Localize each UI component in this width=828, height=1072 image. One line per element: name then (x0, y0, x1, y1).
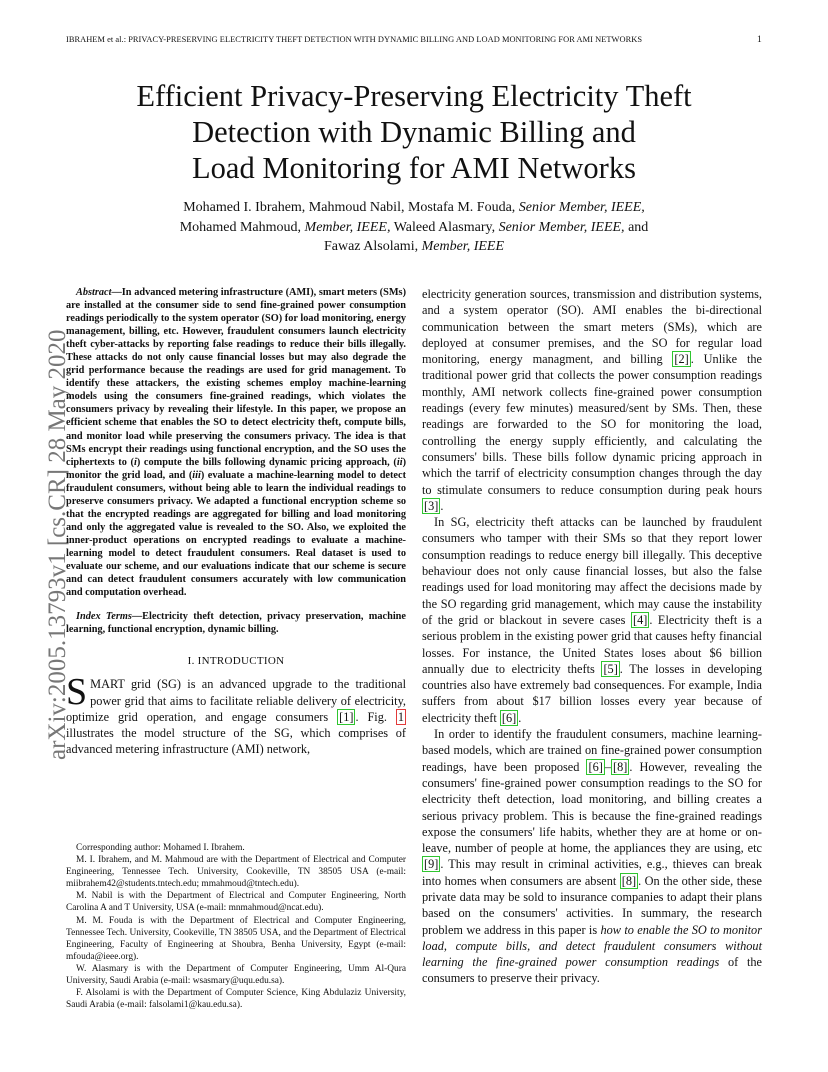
authors-line1-role: Senior Member, IEEE, (518, 200, 645, 215)
footnotes (66, 842, 406, 1011)
footnote-affiliation: F. Alsolami is with the Department of Computer Science, King Abdulaziz University, Saudi Arabia (e-mail: falsolami1@kau.edu.sa). (66, 988, 406, 1011)
citation-link[interactable]: [8] (612, 759, 628, 774)
intro-text-1: MART grid (SG) is an advanced upgrade to the traditional power grid that aims to facilitate reliable delivery of electricity, optimize grid operation, and engage consumers (66, 677, 406, 724)
title-line-2: Detection with Dynamic Billing and (192, 115, 636, 149)
author-list (100, 198, 728, 257)
body-paragraph (422, 514, 762, 726)
authors-line3-name: Fawaz Alsolami, (323, 239, 422, 254)
authors-line2-name1: Mohamed Mahmoud, (179, 219, 305, 235)
arxiv-stamp (14, 284, 71, 760)
footnote-affiliation: W. Alasmary is with the Department of Computer Engineering, Umm Al-Qura University, Saudi Arabia (e-mail: wsasmary@uqu.edu.sa). (66, 963, 406, 987)
body-text: – (604, 759, 611, 774)
citation-link[interactable]: [4] (632, 612, 648, 627)
body-text: . Unlike the traditional power grid that collects the power consumption readings monthly, AMI network collects fine-grained power consumption readings (every few minutes) measured/sent by SMs. Then, these readings are forwarded to the SO for monitoring the load, controlling the energy supply efficiently, and calculating the consumers' bills. These bills follow dynamic pricing approach in which the tarrif of electricity consumption changes through the day to stimulate consumers to reduce consumption during peak hours (422, 352, 762, 497)
authors-line3-role: Member, IEEE (421, 239, 505, 254)
right-column (422, 286, 762, 987)
footnote-corresponding: Corresponding author: Mohamed I. Ibrahem. (76, 843, 245, 853)
citation-link[interactable]: [5] (603, 661, 618, 676)
body-text: In order to identify the fraudulent consumers, machine learning-based models, which are trained on fine-grained power consumption readings, have been proposed (422, 727, 762, 774)
citation-link[interactable]: [1] (339, 709, 354, 724)
body-text: . The losses in developing countries also have extremely bad consequences. For example, India suffers from about $17 billion losses every year because of electricity theft (422, 661, 762, 725)
authors-line2-role2: Senior Member, IEEE, (498, 219, 625, 235)
section-heading-introduction: I. INTRODUCTION (187, 655, 285, 668)
body-text: . Electricity theft is a serious problem in the existing power grid that causes hefty financial losses. For instance, the United States loses about $6 billion annually due to electricity thefts (422, 612, 762, 676)
abstract-text-3: ) monitor the grid load, and ( (66, 456, 406, 481)
body-text: . However, revealing the consumers' fine-grained power consumption readings to the SO for electricity theft detection, load monitoring, and billing creates a serious privacy problem. This is because the fine-grained readings expose the consumers' life habits, whether they are at home or on-leave, number of people at home, the appliances they are using, etc (422, 759, 762, 856)
authors-line2-name2: Waleed Alasmary, (390, 219, 499, 235)
body-text: . On the other side, these private data may be sold to insurance companies to adapt their plans based on the consumers' activities. In summary, the research problem we address in this paper is (422, 873, 762, 937)
abstract-enum-3: iii (192, 469, 201, 481)
body-text: . (518, 710, 522, 725)
authors-line2-role1: Member, IEEE, (304, 219, 391, 235)
abstract-enum-2: ii (396, 456, 403, 468)
body-text: In SG, electricity theft attacks can be launched by fraudulent consumers who tamper with their SMs so that they report lower consumption readings to reduce energy bill illegally. This deceptive behaviour does not only cause financial losses, but also the false readings used for load monitoring may affect the decisions made by the SO regarding grid management, which may cause the instability of the grid or blackout in severe cases (422, 515, 762, 627)
abstract-label: Abstract (76, 287, 112, 298)
citation-link[interactable]: [9] (424, 857, 439, 872)
intro-paragraph (66, 671, 406, 757)
research-problem-italic: how to enable the SO to monitor load, compute bills, and detect fraudulent consumers without learning the fine-grained power consumption readings (422, 922, 762, 970)
left-column (66, 286, 406, 758)
arxiv-stamp-text: arXiv:2005.13793v1 [cs.CR] 28 May 2020 (44, 329, 71, 760)
index-terms-text: —Electricity theft detection, privacy preservation, machine learning, functional encryption, dynamic billing. (66, 611, 406, 636)
authors-line1-names: Mohamed I. Ibrahem, Mahmoud Nabil, Mostafa M. Fouda, (183, 200, 519, 215)
citation-link[interactable]: [6] (588, 759, 603, 774)
body-text: . (440, 498, 444, 513)
intro-text-2: . Fig. (355, 709, 396, 724)
abstract-text-4: ) evaluate a machine-learning model to detect fraudulent consumers, without being able to learn the individual readings to preserve consumers privacy. We adapted a functional encryption scheme so that the encrypted readings are aggregated for billing and load monitoring and only the aggregated value is revealed to the SO. Also, we exploited the inner-product operations on encrypted readings to evaluate a machine-learning model to detect fraudulent consumers. Real dataset is used to evaluate our scheme, and our evaluations indicate that our scheme is secure and can detect fraudulent consumers accurately with low communication and computation overhead. (66, 469, 407, 599)
citation-link[interactable]: [8] (621, 873, 637, 888)
body-text: of the consumers to preserve their privacy. (422, 955, 762, 986)
title-line-3: Load Monitoring for AMI Networks (192, 151, 636, 185)
body-text: . This may result in criminal activities, e.g., thieves can break into homes when consumers are absent (422, 857, 762, 888)
citation-link[interactable]: [6] (501, 710, 517, 725)
title-line-1: Efficient Privacy-Preserving Electricity Theft (136, 79, 692, 113)
footnote-affiliation: M. M. Fouda is with the Department of Electrical and Computer Engineering, Tennessee Tech. University, Cookeville, TN 38505 USA, and the Department of Electrical Engineering, Faculty of Engineering at Shoubra, Benha University, Egypt (e-mail: mfouda@ieee.org). (66, 915, 406, 962)
footnote-affiliation: M. I. Ibrahem, and M. Mahmoud are with the Department of Electrical and Computer Engineering, Tennessee Tech. University, Cookeville, TN 38505 USA (e-mail: miibrahem42@students.tntech.edu; mmahmoud@tntech.edu). (66, 855, 406, 890)
drop-cap: S (66, 671, 88, 714)
page-number: 1 (757, 35, 762, 45)
authors-line2-tail: and (624, 219, 649, 235)
paper-title (60, 78, 768, 186)
figure-link[interactable]: 1 (397, 709, 405, 724)
body-text: electricity generation sources, transmission and distribution systems, and a system operator (SO). AMI enables the bi-directional communication between the smart meters (SMs), which are deployed at consumer premises, and the SO for regular load monitoring, energy managment, and billing (422, 287, 762, 367)
abstract-enum-1: i (133, 456, 137, 468)
abstract (66, 286, 406, 599)
running-head: IBRAHEM et al.: PRIVACY-PRESERVING ELECTRICITY THEFT DETECTION WITH DYNAMIC BILLING AND LOAD MONITORING FOR AMI NETWORKS (66, 35, 643, 44)
index-terms-label: Index Terms (76, 611, 132, 623)
citation-link[interactable]: [2] (674, 352, 689, 367)
abstract-text-1: —In advanced metering infrastructure (AMI), smart meters (SMs) are installed at the consumer side to send fine-grained power consumption readings periodically to the system operator (SO) for load monitoring, energy management, billing, etc. However, fraudulent consumers launch electricity theft cyber-attacks by reporting false readings to reduce their bills illegally. These attacks do not only cause financial losses but may also degrade the grid performance because the readings are used for grid management. To identify these attackers, the existing schemes employ machine-learning models using the consumers fine-grained readings, which violates the consumers privacy by revealing their lifestyle. In this paper, we propose an efficient scheme that enables the SO to detect electricity theft, compute bills, and monitor load while preserving the consumers privacy. The idea is that SMs encrypt their readings using functional encryption, and the SO uses the ciphertexts to ( (66, 287, 406, 468)
abstract-text-2: ) compute the bills following dynamic pricing approach, ( (136, 456, 397, 468)
index-terms (66, 610, 406, 636)
body-paragraph (422, 726, 762, 987)
footnote-affiliation: M. Nabil is with the Department of Electrical and Computer Engineering, North Carolina A and T University, USA (e-mail: mnmahmoud@ncat.edu). (66, 891, 406, 914)
body-paragraph (422, 286, 762, 514)
intro-text-3: illustrates the model structure of the SG, which comprises of advanced metering infrastructure (AMI) network, (66, 726, 406, 757)
citation-link[interactable]: [3] (424, 498, 439, 513)
